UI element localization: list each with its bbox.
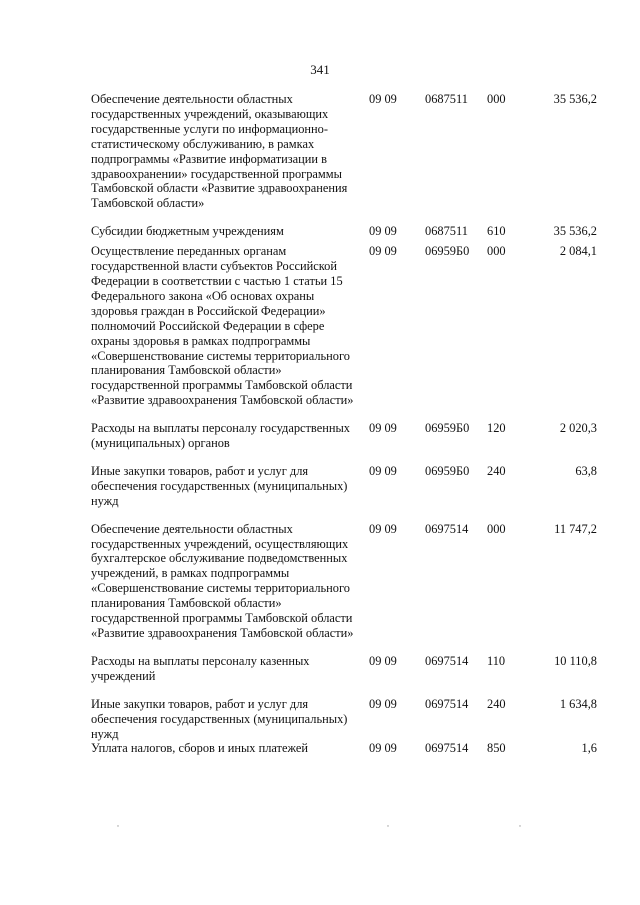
row-target-article: 06959Б0 bbox=[425, 463, 470, 478]
row-expense-type: 110 bbox=[487, 653, 506, 668]
row-target-article: 06959Б0 bbox=[425, 421, 470, 436]
row-expense-type: 610 bbox=[487, 224, 506, 239]
row-target-article: 0687511 bbox=[425, 224, 468, 239]
scan-speck bbox=[387, 825, 388, 826]
row-target-article: 0697514 bbox=[425, 653, 469, 668]
row-target-article: 0687511 bbox=[425, 92, 468, 106]
row-target-article: 0697514 bbox=[425, 521, 469, 536]
row-section-code: 09 09 bbox=[369, 521, 397, 536]
row-expense-type: 000 bbox=[487, 244, 506, 259]
row-target-article: 0697514 bbox=[425, 696, 469, 711]
row-section-code: 09 09 bbox=[369, 92, 397, 106]
row-description: Иные закупки товаров, работ и услуг для обеспечения государственных (муниципальных) нужд bbox=[91, 463, 348, 508]
row-amount: 11 747,2 bbox=[554, 521, 597, 536]
row-expense-type: 240 bbox=[487, 696, 506, 711]
row-description: Осуществление переданных органам государственной власти субъектов Российской Федерации в соответствии с частью 1 статьи 15 Федерального закона «Об основах охраны здоровья граждан в Российской Федерации» полномочий Российской Федерации в сфере охраны здоровья в рамках подпрограммы «Совершенствование системы территориального планирования Тамбовской области» государственной программы Тамбовской области «Развитие здравоохранения Тамбовской области» bbox=[91, 244, 354, 408]
row-amount: 2 084,1 bbox=[559, 244, 597, 259]
scan-speck bbox=[117, 825, 118, 826]
row-expense-type: 120 bbox=[487, 421, 506, 436]
row-description: Расходы на выплаты персоналу казенных учреждений bbox=[91, 653, 310, 683]
row-amount: 35 536,2 bbox=[553, 92, 597, 106]
row-section-code: 09 09 bbox=[369, 653, 397, 668]
row-section-code: 09 09 bbox=[369, 224, 397, 239]
row-section-code: 09 09 bbox=[369, 244, 397, 259]
row-expense-type: 850 bbox=[487, 741, 506, 756]
page-number: 341 bbox=[310, 62, 330, 77]
scan-speck bbox=[519, 825, 520, 826]
row-description: Расходы на выплаты персоналу государственных (муниципальных) органов bbox=[91, 421, 350, 451]
row-amount: 2 020,3 bbox=[559, 421, 597, 436]
row-amount: 10 110,8 bbox=[554, 653, 597, 668]
row-section-code: 09 09 bbox=[369, 421, 397, 436]
row-amount: 63,8 bbox=[575, 463, 597, 478]
row-target-article: 06959Б0 bbox=[425, 244, 470, 259]
row-description: Субсидии бюджетным учреждениям bbox=[91, 224, 284, 239]
row-amount: 1 634,8 bbox=[559, 696, 597, 711]
row-target-article: 0697514 bbox=[425, 741, 469, 756]
row-section-code: 09 09 bbox=[369, 696, 397, 711]
row-description: Обеспечение деятельности областных государственных учреждений, оказывающих государственные услуги по информационно-статистическому обслуживанию, в рамках подпрограммы «Развитие информатизации в здравоохранении» государственной программы Тамбовской области «Развитие здравоохранения Тамбовской области» bbox=[91, 92, 348, 211]
row-expense-type: 000 bbox=[487, 521, 506, 536]
row-expense-type: 240 bbox=[487, 463, 506, 478]
row-description: Иные закупки товаров, работ и услуг для обеспечения государственных (муниципальных) нужд bbox=[91, 696, 348, 741]
row-section-code: 09 09 bbox=[369, 463, 397, 478]
row-description: Обеспечение деятельности областных государственных учреждений, осуществляющих бухгалтерское обслуживание подведомственных учреждений, в рамках подпрограммы «Совершенствование системы территориального планирования Тамбовской области» государственной программы Тамбовской области «Развитие здравоохранения Тамбовской области» bbox=[91, 521, 354, 640]
row-expense-type: 000 bbox=[487, 92, 506, 106]
row-amount: 1,6 bbox=[581, 741, 597, 756]
row-amount: 35 536,2 bbox=[553, 224, 597, 239]
row-section-code: 09 09 bbox=[369, 741, 397, 756]
row-description: Уплата налогов, сборов и иных платежей bbox=[91, 741, 309, 756]
